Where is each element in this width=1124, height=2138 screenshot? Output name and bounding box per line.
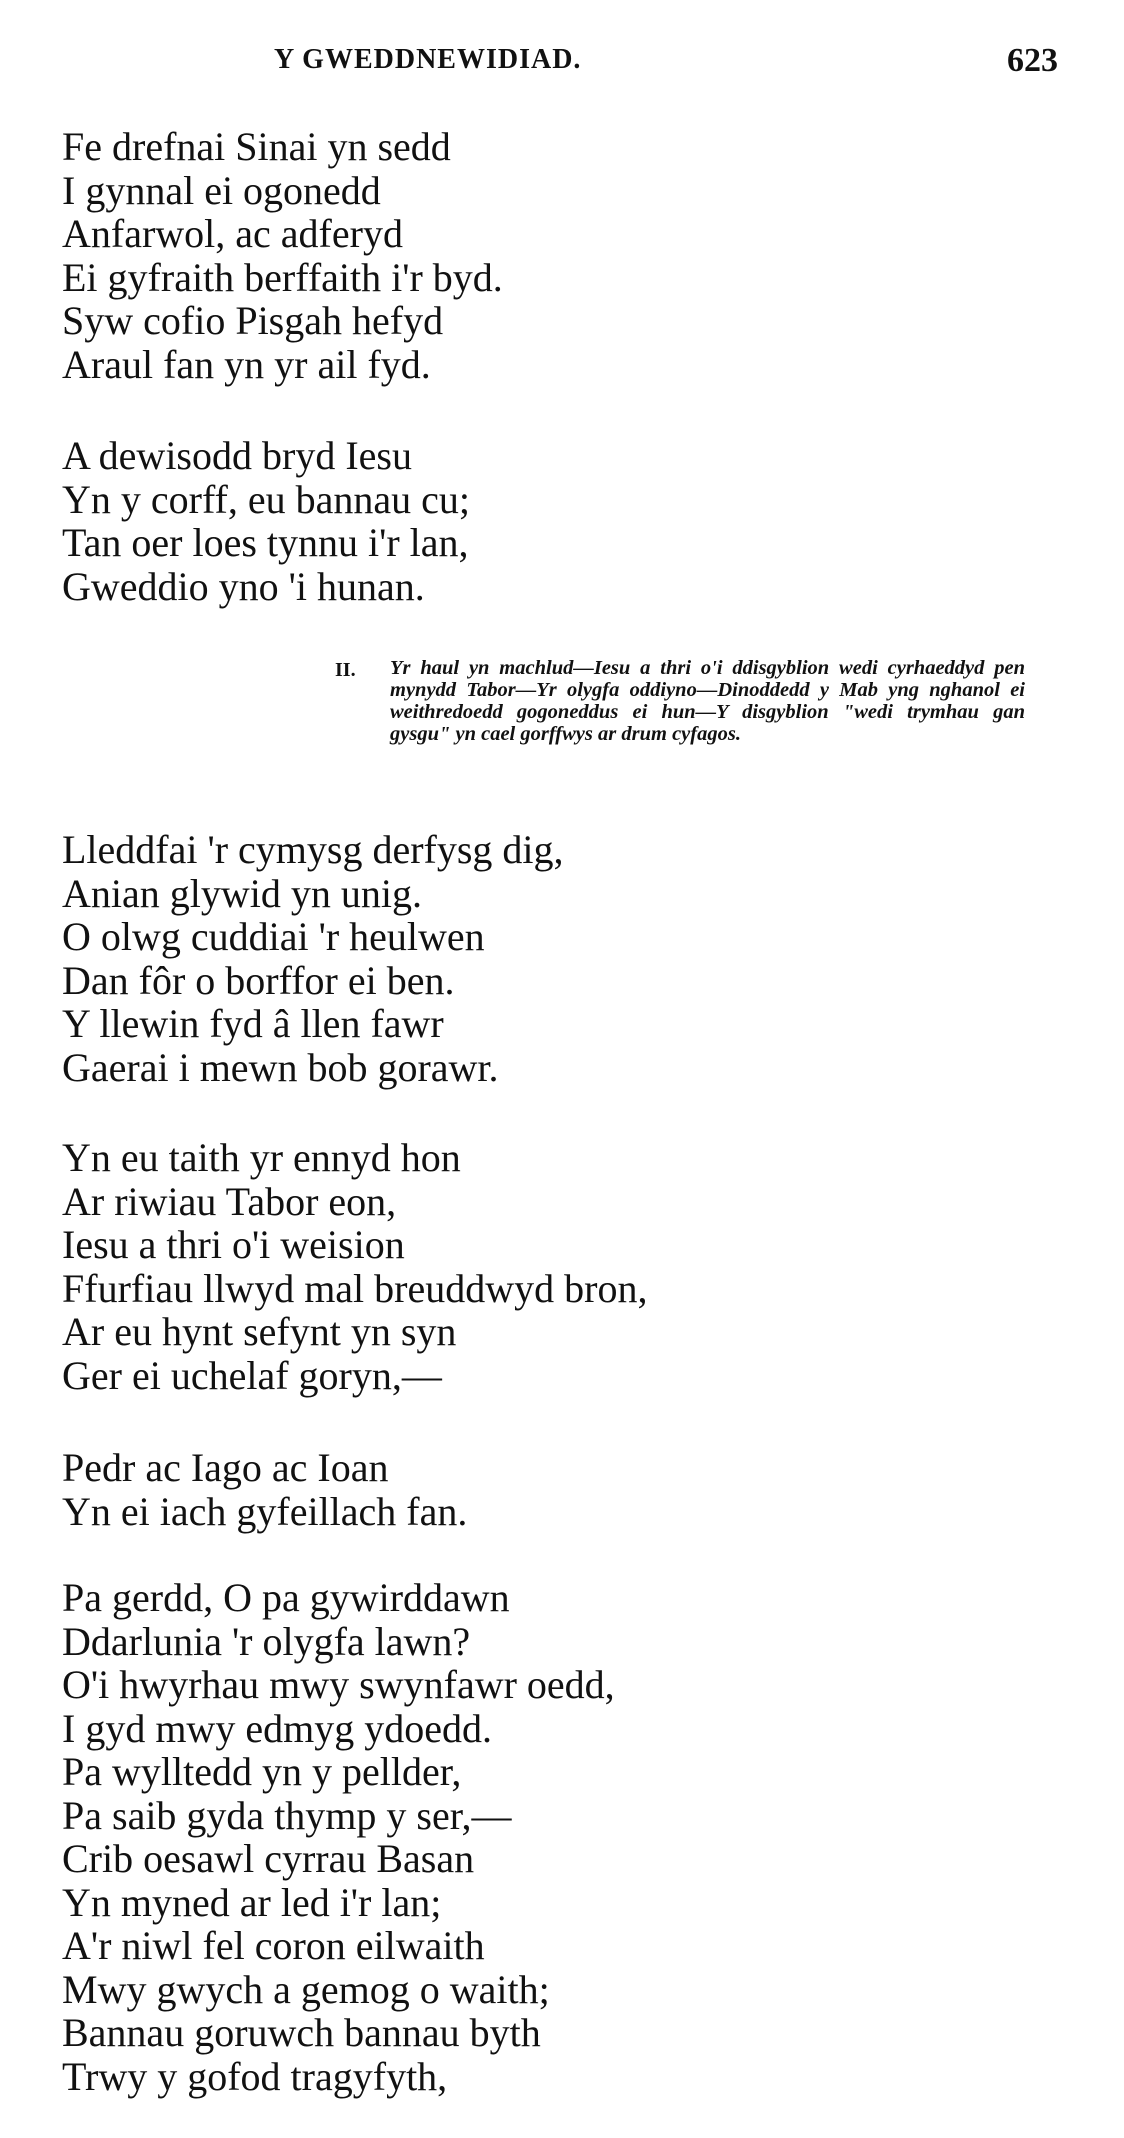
verse-line: I gyd mwy edmyg ydoedd. bbox=[62, 1705, 492, 1751]
stanza-4 bbox=[62, 1136, 647, 1397]
verse-line: Ddarlunia 'r olygfa lawn? bbox=[62, 1618, 471, 1664]
verse-line: I gynnal ei ogonedd bbox=[62, 167, 381, 213]
verse-line: O'i hwyrhau mwy swynfawr oedd, bbox=[62, 1662, 615, 1707]
verse-line: Pa wylltedd yn y pellder, bbox=[62, 1749, 462, 1794]
running-head bbox=[0, 44, 1124, 84]
page-number: 623 bbox=[1007, 42, 1058, 79]
verse-line: Bannau goruwch bannau byth bbox=[62, 2010, 541, 2055]
verse-line: Pa saib gyda thymp y ser,— bbox=[62, 1792, 512, 1838]
verse-line: Trwy y gofod tragyfyth, bbox=[62, 2053, 448, 2099]
stanza-1 bbox=[62, 125, 503, 386]
verse-line: Anian glywid yn unig. bbox=[62, 870, 422, 916]
stanza-5 bbox=[62, 1446, 467, 1533]
verse-line: Yn ei iach gyfeillach fan. bbox=[62, 1488, 468, 1534]
section-numeral: II. bbox=[335, 659, 356, 681]
verse-line: Yn eu taith yr ennyd hon bbox=[62, 1135, 461, 1180]
stanza-3 bbox=[62, 828, 564, 1089]
verse-line: Gweddio yno 'i hunan. bbox=[62, 563, 425, 609]
running-title: Y GWEDDNEWIDIAD. bbox=[274, 44, 582, 75]
verse-line: Ar eu hynt sefynt yn syn bbox=[62, 1309, 457, 1354]
verse-line: Araul fan yn yr ail fyd. bbox=[62, 341, 431, 387]
verse-line: Anfarwol, ac adferyd bbox=[62, 211, 403, 256]
verse-line: Pedr ac Iago ac Ioan bbox=[62, 1445, 389, 1490]
verse-line: Fe drefnai Sinai yn sedd bbox=[62, 124, 451, 169]
verse-line: A dewisodd bryd Iesu bbox=[62, 433, 412, 478]
section-argument-text: Yr haul yn machlud—Iesu a thri o'i ddisgyblion wedi cyrhaeddyd pen mynydd Tabor—Yr olygfa oddiyno—Dinoddedd y Mab yng nghanol ei weithredoedd gogoneddus ei hun—Y disgyblion "wedi trymhau gan gysgu" yn cael gorffwys ar drum cyfagos. bbox=[390, 657, 1025, 745]
verse-line: Iesu a thri o'i weision bbox=[62, 1222, 405, 1267]
verse-line: Ffurfiau llwyd mal breuddwyd bron, bbox=[62, 1265, 648, 1311]
verse-line: Lleddfai 'r cymysg derfysg dig, bbox=[62, 827, 564, 872]
verse-line: Yn myned ar led i'r lan; bbox=[62, 1879, 442, 1925]
stanza-2 bbox=[62, 434, 470, 608]
verse-line: Ei gyfraith berffaith i'r byd. bbox=[62, 254, 503, 300]
verse-line: Ger ei uchelaf goryn,— bbox=[62, 1352, 442, 1398]
verse-line: Gaerai i mewn bob gorawr. bbox=[62, 1044, 499, 1090]
verse-line: Pa gerdd, O pa gywirddawn bbox=[62, 1575, 510, 1620]
verse-line: Crib oesawl cyrrau Basan bbox=[62, 1836, 475, 1881]
verse-line: Syw cofio Pisgah hefyd bbox=[62, 298, 444, 343]
verse-line: A'r niwl fel coron eilwaith bbox=[62, 1923, 485, 1968]
verse-line: Dan fôr o borffor ei ben. bbox=[62, 957, 455, 1003]
verse-line: Y llewin fyd â llen fawr bbox=[62, 1001, 444, 1046]
verse-line: Tan oer loes tynnu i'r lan, bbox=[62, 520, 469, 565]
verse-line: O olwg cuddiai 'r heulwen bbox=[62, 914, 485, 959]
verse-line: Mwy gwych a gemog o waith; bbox=[62, 1966, 550, 2012]
verse-line: Ar riwiau Tabor eon, bbox=[62, 1178, 397, 1224]
stanza-6 bbox=[62, 1576, 615, 2098]
verse-line: Yn y corff, eu bannau cu; bbox=[62, 476, 471, 522]
